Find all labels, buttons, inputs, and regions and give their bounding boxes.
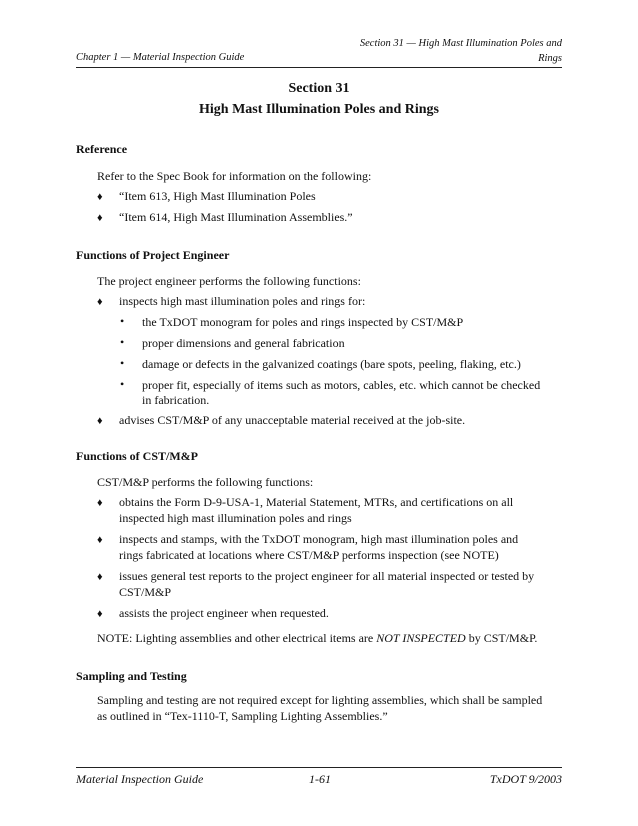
header-right-line2: Rings: [538, 53, 562, 64]
cstmp-note: [97, 630, 537, 647]
heading-project-engineer: Functions of Project Engineer: [76, 248, 230, 262]
cstmp-intro: CST/M&P performs the following functions:: [97, 475, 314, 489]
diamond-bullet-icon: ♦: [97, 608, 103, 620]
diamond-bullet-icon: ♦: [97, 534, 103, 546]
sampling-line1: Sampling and testing are not required except for lighting assemblies, which shall be sampled: [97, 693, 543, 707]
engineer-sub-monogram: the TxDOT monogram for poles and rings inspected by CST/M&P: [142, 315, 464, 329]
diamond-bullet-icon: ♦: [97, 212, 103, 224]
round-bullet-icon: •: [120, 356, 125, 370]
note-text-pre: NOTE: Lighting assemblies and other electrical items are: [97, 631, 377, 645]
reference-item-614: “Item 614, High Mast Illumination Assemblies.”: [119, 210, 353, 224]
round-bullet-icon: •: [120, 314, 125, 328]
round-bullet-icon: •: [120, 377, 125, 391]
diamond-bullet-icon: ♦: [97, 296, 103, 308]
running-header-chapter: Chapter 1 — Material Inspection Guide: [76, 52, 245, 63]
cstmp-item-stamps-line2: rings fabricated at locations where CST/M&P performs inspection (see NOTE): [119, 548, 499, 562]
cstmp-item-reports-line2: CST/M&P: [119, 585, 172, 599]
cstmp-item-reports-line1: issues general test reports to the project engineer for all material inspected or tested by: [119, 569, 535, 583]
heading-cstmp: Functions of CST/M&P: [76, 449, 199, 463]
diamond-bullet-icon: ♦: [97, 497, 103, 509]
diamond-bullet-icon: ♦: [97, 191, 103, 203]
cstmp-item-assists: assists the project engineer when requested.: [119, 606, 329, 620]
header-right-line1: Section 31 — High Mast Illumination Poles and: [359, 38, 562, 49]
section-title: High Mast Illumination Poles and Rings: [199, 102, 439, 117]
reference-intro: Refer to the Spec Book for information on the following:: [97, 169, 372, 183]
header-divider: [76, 67, 562, 68]
heading-sampling: Sampling and Testing: [76, 669, 187, 683]
note-emphasis: NOT INSPECTED: [376, 631, 466, 645]
sampling-line2: as outlined in “Tex-1110-T, Sampling Lighting Assemblies.”: [97, 709, 388, 723]
engineer-intro: The project engineer performs the following functions:: [97, 274, 361, 288]
engineer-sub-fit-line2: in fabrication.: [142, 393, 210, 407]
cstmp-item-obtains-line1: obtains the Form D-9-USA-1, Material Statement, MTRs, and certifications on all: [119, 495, 514, 509]
engineer-sub-fit-line1: proper fit, especially of items such as motors, cables, etc. which cannot be checked: [142, 378, 541, 392]
engineer-item-inspects: inspects high mast illumination poles and rings for:: [119, 294, 366, 308]
cstmp-item-obtains-line2: inspected high mast illumination poles and rings: [119, 511, 352, 525]
running-header-section: [262, 36, 562, 66]
engineer-sub-dimensions: proper dimensions and general fabrication: [142, 336, 345, 350]
reference-item-613: “Item 613, High Mast Illumination Poles: [119, 189, 316, 203]
note-text-post: by CST/M&P.: [465, 631, 538, 645]
footer-guide-title: Material Inspection Guide: [76, 772, 204, 786]
section-number: Section 31: [288, 81, 350, 96]
diamond-bullet-icon: ♦: [97, 415, 103, 427]
footer-date: TxDOT 9/2003: [489, 772, 562, 786]
footer-page-number: 1-61: [309, 772, 331, 786]
footer-divider: [76, 767, 562, 768]
round-bullet-icon: •: [120, 335, 125, 349]
engineer-item-advises: advises CST/M&P of any unacceptable material received at the job-site.: [119, 413, 466, 427]
heading-reference: Reference: [76, 142, 128, 156]
diamond-bullet-icon: ♦: [97, 571, 103, 583]
engineer-sub-galvanized: damage or defects in the galvanized coatings (bare spots, peeling, flaking, etc.): [142, 357, 521, 371]
cstmp-item-stamps-line1: inspects and stamps, with the TxDOT monogram, high mast illumination poles and: [119, 532, 519, 546]
